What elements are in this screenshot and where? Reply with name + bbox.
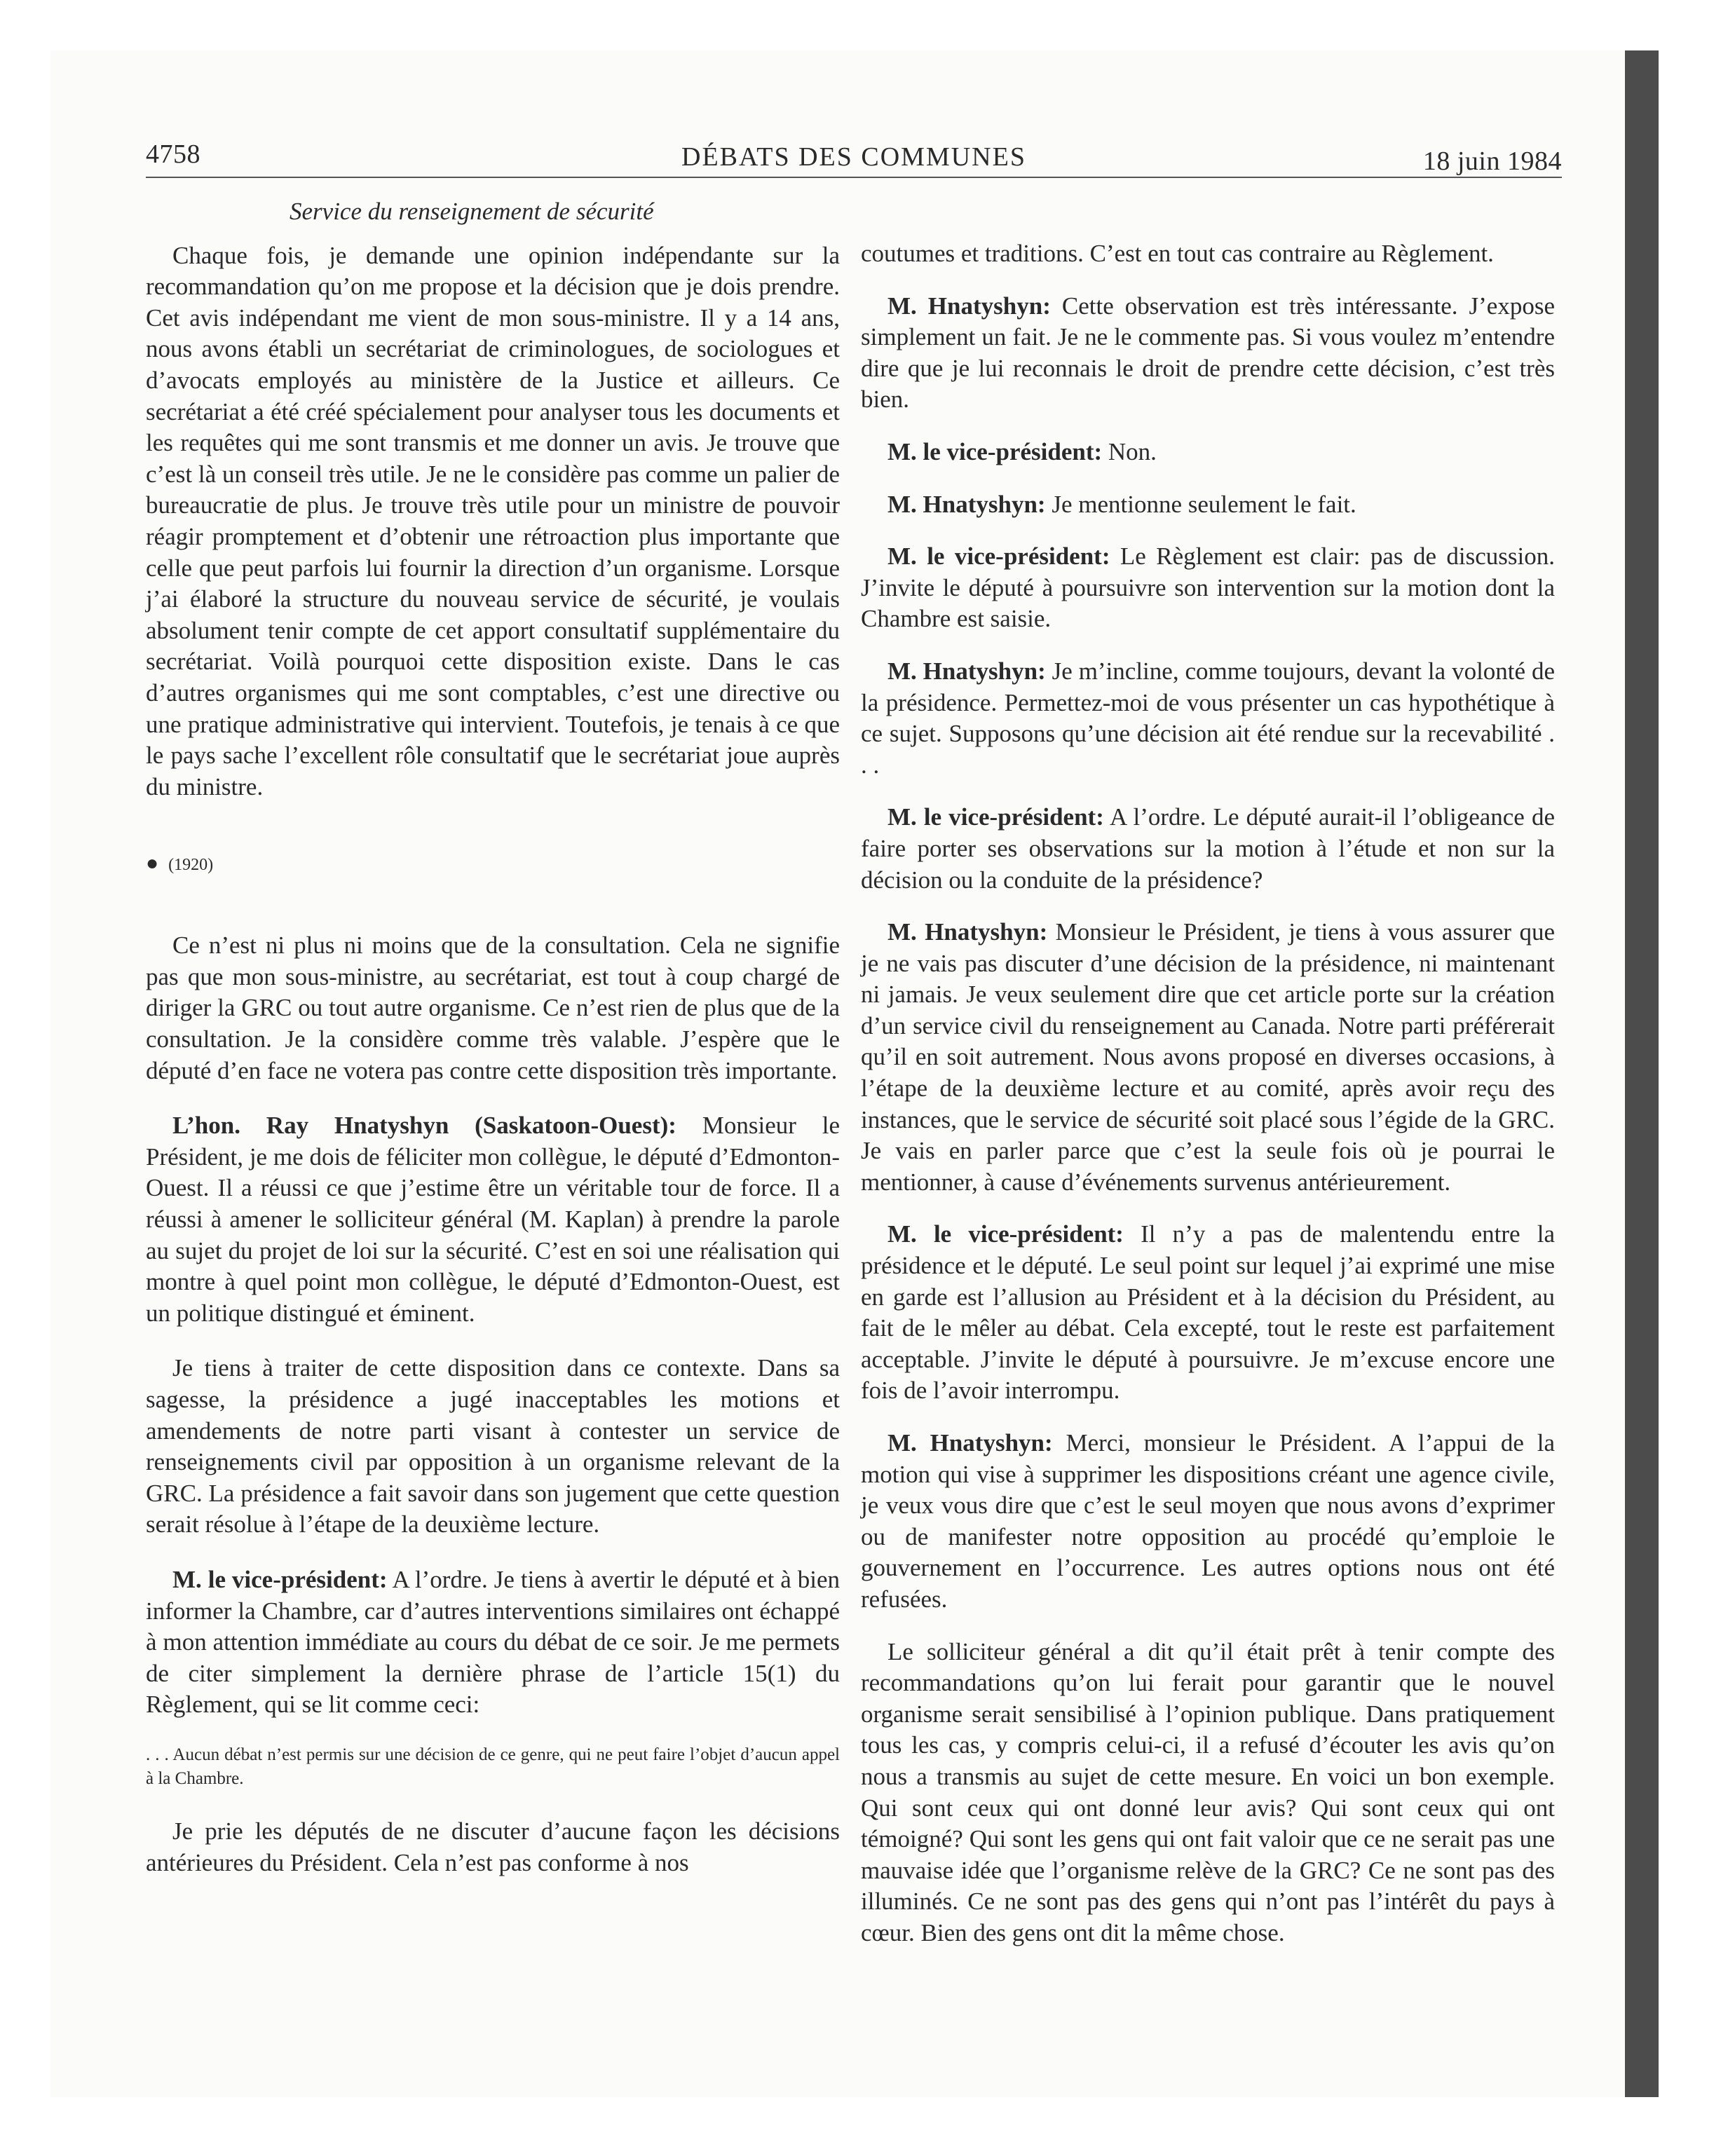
- speaker-name: M. Hnatyshyn:: [887, 1429, 1053, 1456]
- paragraph: [861, 802, 1555, 896]
- speech-text: Non.: [1108, 437, 1157, 465]
- publication-title: DÉBATS DES COMMUNES: [681, 142, 1026, 172]
- speech-text: Monsieur le Président, je me dois de féliciter mon collègue, le député d’Edmonton-Ouest. Il a réussi ce que j’estime être un véritable tour de force. Il a réussi à amener le solliciteur général (M. Kaplan) à prendre la parole au sujet du projet de loi sur la sécurité. C’est en soi une réalisation qui montre à quel point mon collègue, le député d’Edmonton-Ouest, est un politique distingué et éminent.: [146, 1112, 840, 1327]
- speech-text: Le Règlement est clair: pas de discussion. J’invite le député à poursuivre son intervention sur la motion dont la Chambre est saisie.: [861, 543, 1555, 633]
- paragraph: [861, 437, 1555, 468]
- time-marker: [146, 853, 840, 875]
- time-marker-text: (1920): [168, 856, 214, 875]
- paragraph: [861, 1428, 1555, 1616]
- speaker-name: M. Hnatyshyn:: [887, 292, 1051, 320]
- section-heading: Service du renseignement de sécurité: [290, 198, 654, 225]
- speech-text: A l’ordre. Je tiens à avertir le député et à bien informer la Chambre, car d’autres interventions similaires ont échappé à mon attention immédiate au cours du débat de ce soir. Je me permets de citer simplement la dernière phrase de l’article 15(1) du Règlement, qui se lit comme ceci:: [146, 1565, 840, 1719]
- paragraph: Ce n’est ni plus ni moins que de la consultation. Cela ne signifie pas que mon sous-ministre, au secrétariat, est tout à coup chargé de diriger la GRC ou tout autre organisme. Ce n’est rien de plus que de la consultation. Je la considère comme très valable. J’espère que le député d’en face ne votera pas contre cette disposition très importante.: [146, 932, 840, 1084]
- paragraph: [146, 1564, 840, 1721]
- speech-text: A l’ordre. Le député aurait-il l’obligeance de faire porter ses observations sur la motion à l’étude et non sur la décision ou la conduite de la présidence?: [861, 803, 1555, 894]
- paragraph: [861, 489, 1555, 521]
- paragraph: Je tiens à traiter de cette disposition dans ce contexte. Dans sa sagesse, la présidence a jugé inacceptables les motions et amendements de notre parti visant à contester un service de renseignements civil par opposition à un organisme relevant de la GRC. La présidence a fait savoir dans son jugement que cette question serait résolue à l’étape de la deuxième lecture.: [146, 1354, 840, 1538]
- speaker-name: M. le vice-président:: [887, 543, 1110, 571]
- speaker-name: M. Hnatyshyn:: [887, 490, 1046, 518]
- paragraph: coutumes et traditions. C’est en tout cas contraire au Règlement.: [861, 240, 1494, 267]
- speech-text: Cette observation est très intéressante. J’expose simplement un fait. Je ne le commente pas. Si vous voulez m’entendre dire que je lui reconnais le droit de prendre cette décision, c’est très bien.: [861, 292, 1555, 414]
- speaker-name: M. Hnatyshyn:: [887, 918, 1048, 946]
- header-rule: [146, 177, 1562, 178]
- publication-date: 18 juin 1984: [1422, 146, 1562, 176]
- paragraph: [146, 1110, 840, 1329]
- right-column: [861, 238, 1555, 1949]
- bullet-icon: ●: [146, 852, 159, 875]
- paragraph: [861, 1219, 1555, 1407]
- speaker-name: M. le vice-président:: [172, 1565, 388, 1593]
- paragraph: [861, 541, 1555, 635]
- scan-edge-shadow: [1625, 50, 1659, 2097]
- paragraph: [861, 917, 1555, 1198]
- speaker-name: M. le vice-président:: [887, 803, 1104, 831]
- speaker-name: M. Hnatyshyn:: [887, 657, 1046, 685]
- left-column: [146, 196, 840, 1878]
- speech-text: Monsieur le Président, je tiens à vous assurer que je ne vais pas discuter d’une décision de la présidence, ni maintenant ni jamais. Je veux seulement dire que cet article porte sur la création d’un service civil du renseignement au Canada. Notre parti préférerait qu’il en soit autrement. Nous avons proposé en diverses occasions, à l’étape de la deuxième lecture et au comité, après avoir reçu des instances, que le service de sécurité soit placé sous l’égide de la GRC. Je vais en parler parce que c’est la seule fois où je pourrai le mentionner, à cause d’événements survenus antérieurement.: [861, 918, 1555, 1196]
- page-number: 4758: [146, 139, 200, 169]
- paragraph: Le solliciteur général a dit qu’il était prêt à tenir compte des recommandations qu’on lui ferait pour garantir que le nouvel organisme serait sensibilisé à l’opinion publique. Dans pratiquement tous les cas, y compris celui-ci, il a refusé d’écouter les avis qu’on nous a transmis au sujet de cette mesure. En voici un bon exemple. Qui sont ceux qui ont donné leur avis? Qui sont ceux qui ont témoigné? Qui sont les gens qui ont fait valoir que ce ne serait pas une mauvaise idée que l’organisme relève de la GRC? Ce ne sont pas des illuminés. Ce ne sont pas des gens qui n’ont pas l’intérêt du pays à cœur. Bien des gens ont dit la même chose.: [861, 1637, 1555, 1946]
- speech-text: Je mentionne seulement le fait.: [1052, 490, 1356, 518]
- paragraph: Je prie les députés de ne discuter d’aucune façon les décisions antérieures du Président. Cela n’est pas conforme à nos: [146, 1817, 840, 1876]
- speech-text: Merci, monsieur le Président. A l’appui de la motion qui vise à supprimer les dispositions créant une agence civile, je veux vous dire que c’est le seul moyen que nous avons d’exprimer ou de manifester notre opposition au procédé qu’emploie le gouvernement en l’occurrence. Les autres options nous ont été refusées.: [861, 1429, 1555, 1613]
- page-header: [146, 139, 1562, 182]
- speech-text: Je m’incline, comme toujours, devant la volonté de la présidence. Permettez-moi de vous présenter un cas hypothétique à ce sujet. Supposons qu’une décision ait été rendue sur la recevabilité . . .: [861, 657, 1555, 779]
- speaker-name: M. le vice-président:: [887, 1220, 1124, 1248]
- paragraph: [861, 656, 1555, 781]
- paragraph: Chaque fois, je demande une opinion indépendante sur la recommandation qu’on me propose et la décision que je dois prendre. Cet avis indépendant me vient de mon sous-ministre. Il y a 14 ans, nous avons établi un secrétariat de criminologues, de sociologues et d’avocats employés au ministère de la Justice et ailleurs. Ce secrétariat a été créé spécialement pour analyser tous les documents et les requêtes qui me sont transmis et me donner un avis. Je trouve que c’est là un conseil très utile. Je ne le considère pas comme un palier de bureaucratie de plus. Je trouve très utile pour un ministre de pouvoir réagir promptement et d’obtenir une rétroaction plus importante que celle que peut parfois lui fournir la direction d’un organisme. Lorsque j’ai élaboré la structure du nouveau service de sécurité, je voulais absolument tenir compte de cet apport consultatif supplémentaire du secrétariat. Voilà pourquoi cette disposition existe. Dans le cas d’autres organismes qui me sont comptables, c’est une directive ou une pratique administrative qui intervient. Toutefois, je tenais à ce que le pays sache l’excellent rôle consultatif que le secrétariat joue auprès du ministre.: [146, 241, 840, 800]
- speaker-name: L’hon. Ray Hnatyshyn (Saskatoon-Ouest):: [172, 1112, 676, 1140]
- speaker-name: M. le vice-président:: [887, 437, 1103, 465]
- block-quote: . . . Aucun débat n’est permis sur une décision de ce genre, qui ne peut faire l’objet d’aucun appel à la Chambre.: [146, 1745, 840, 1788]
- paragraph: [861, 291, 1555, 416]
- speech-text: Il n’y a pas de malentendu entre la présidence et le député. Le seul point sur lequel j’ai exprimé une mise en garde est l’allusion au Président et à la décision du Président, au fait de le mêler au débat. Cela excepté, tout le reste est parfaitement acceptable. J’invite le député à poursuivre. Je m’excuse encore une fois de l’avoir interrompu.: [861, 1220, 1555, 1405]
